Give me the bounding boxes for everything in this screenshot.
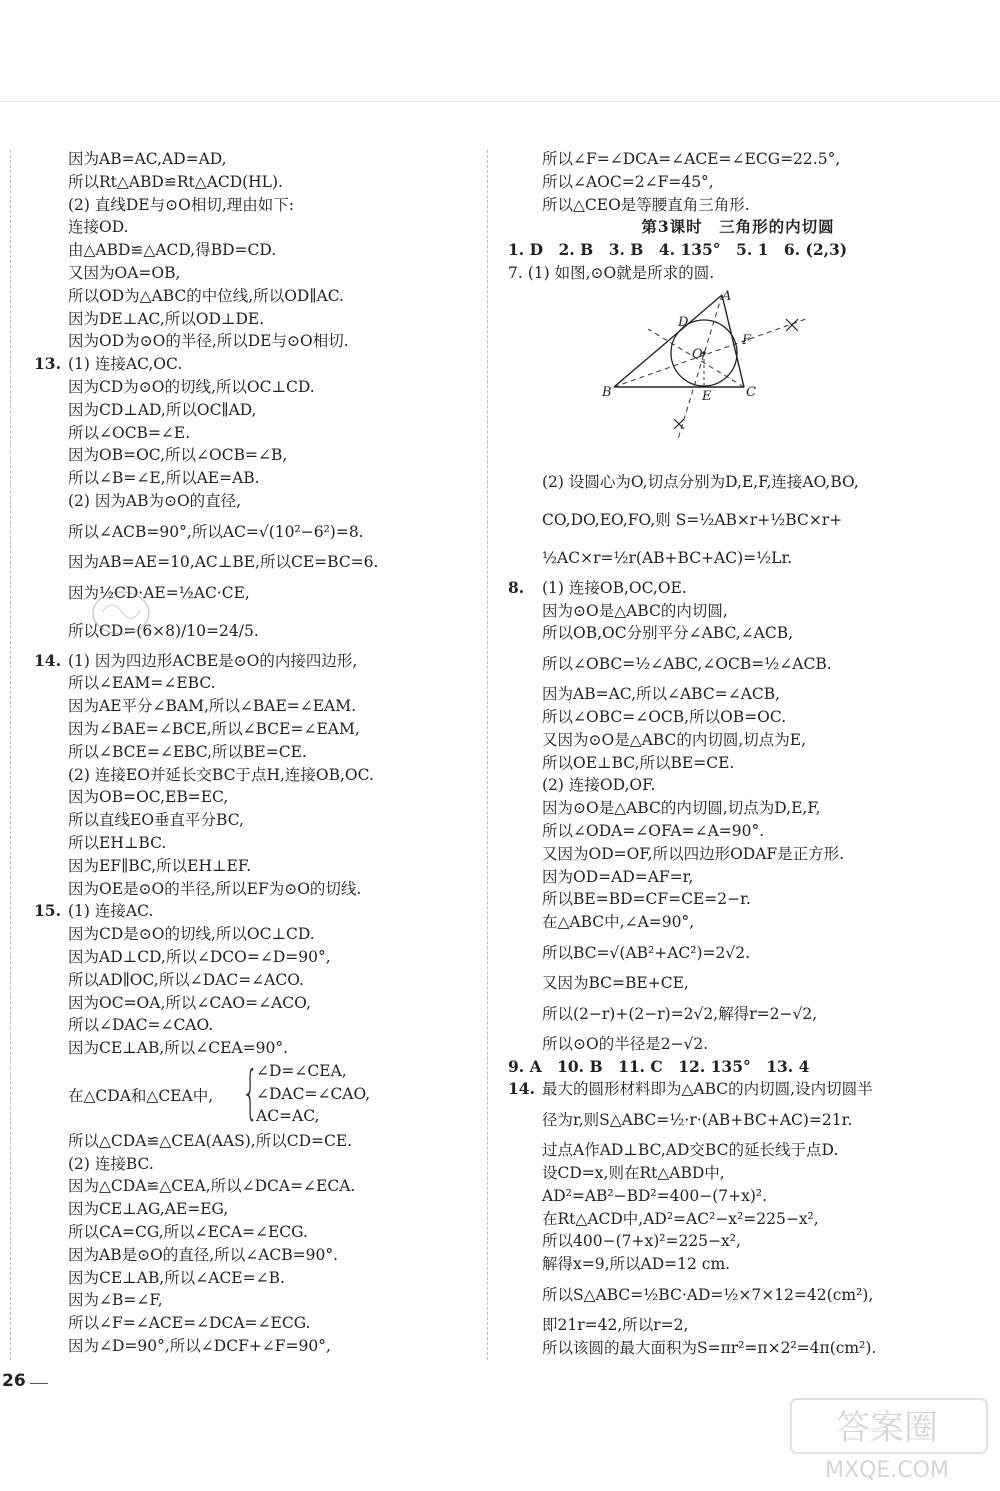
line-text: 所以(2−r)+(2−r)=2√2,解得r=2−√2, [542,1004,818,1023]
line-text: (1) 连接AC,OC. [68,355,183,374]
line-text: 所以AD∥OC,所以∠DAC=∠ACO. [68,970,304,989]
line-text: 因为∠BAE=∠BCE,所以∠BCE=∠EAM, [68,719,360,738]
text-line [508,729,978,752]
line-text: 所以∠BCE=∠EBC,所以BE=CE. [68,742,307,761]
brace-icon: { [242,1057,259,1126]
line-text: 所以400−(7+x)²=225−x², [542,1232,741,1251]
watermark-logo-icon [787,1395,992,1485]
line-text: 所以∠F=∠DCA=∠ACE=∠ECG=22.5°, [542,150,841,168]
text-line [34,422,479,445]
page-number: 26 [2,1371,26,1391]
text-line [34,444,479,467]
text-line [508,1033,978,1056]
line-text: (2) 连接OD,OF. [542,776,656,795]
line-text: 所以∠EAM=∠EBC. [68,674,216,693]
line-text: 又因为BC=BE+CE, [542,973,689,992]
brace-line: ∠DAC=∠CAO, [256,1084,371,1103]
line-text: 因为AD⊥CD,所以∠DCO=∠D=90°, [68,947,331,966]
svg-text:答案圈: 答案圈 [836,1408,938,1448]
text-line [508,911,978,934]
text-line [508,706,978,729]
line-text: 所以CD=(6×8)/10=24/5. [68,621,259,640]
text-line [508,934,978,972]
text-line [34,148,479,171]
text-line [508,148,978,171]
line-text: 因为CE⊥AG,AE=EG, [68,1200,229,1219]
line-text: 因为CD为⊙O的切线,所以OC⊥CD. [68,377,315,396]
text-line [508,1139,978,1162]
line-text: 在Rt△ACD中,AD²=AC²−x²=225−x², [542,1209,819,1228]
text-line [508,1230,978,1253]
text-line [508,1276,978,1314]
text-line [34,855,479,878]
text-line [34,1037,479,1060]
text-line [508,843,978,866]
line-text: CO,DO,EO,FO,则 S=½AB×r+½BC×r+ [542,510,843,529]
svg-text:MXQE.COM: MXQE.COM [825,1458,949,1483]
line-text: 所以OE⊥BC,所以BE=CE. [542,753,735,772]
text-line [34,764,479,787]
text-line [34,171,479,194]
text-line [508,645,978,683]
text-line [508,1185,978,1208]
line-text: 所以△CDA≌△CEA(AAS),所以CD=CE. [68,1131,353,1150]
line-text: 因为DE⊥AC,所以OD⊥DE. [68,309,265,328]
line-text: 又因为OA=OB, [68,263,181,282]
brace-lead-text: 在△CDA和△CEA中, [68,1086,214,1105]
label-d: D [678,314,689,330]
text-line [34,832,479,855]
line-text: 因为CE⊥AB,所以∠ACE=∠B. [68,1268,285,1287]
congruence-brace-block [34,1057,479,1130]
text-line [34,194,479,217]
text-line [34,262,479,285]
line-text: 因为AB=AC,AD=AD, [68,150,227,168]
text-line [34,1312,479,1335]
text-line [34,809,479,832]
line-text: 所以△CEO是等腰直角三角形. [542,195,750,214]
column-separator [487,150,488,1360]
line-text: (2) 直线DE与⊙O相切,理由如下: [68,195,294,214]
line-text: 因为½CD·AE=½AC·CE, [68,583,250,602]
text-line [508,171,978,194]
label-o: O [692,346,703,362]
answers-1-6: 1. D 2. B 3. B 4. 135° 5. 1 6. (2,3) [508,240,848,260]
text-line [508,1253,978,1276]
text-line [508,797,978,820]
line-text: (2) 连接EO并延长交BC于点H,连接OB,OC. [68,765,374,784]
line-text: 在△ABC中,∠A=90°, [542,913,695,932]
line-text: 所以∠F=∠ACE=∠DCA=∠ECG. [68,1314,311,1333]
text-line [508,539,978,577]
line-text: 又因为OD=OF,所以四边形ODAF是正方形. [542,844,845,863]
text-line [34,1267,479,1290]
text-line [34,1221,479,1244]
line-text: 因为AB是⊙O的直径,所以∠ACB=90°. [68,1245,339,1264]
text-line [34,1335,479,1358]
line-text: 因为OC=OA,所以∠CAO=∠ACO, [68,993,311,1012]
text-line [508,1162,978,1185]
text-line [34,551,479,574]
seal-stamp-icon [90,588,152,638]
line-text: 所以∠OBC=½∠ABC,∠OCB=½∠ACB. [542,655,832,674]
text-line [34,490,479,513]
line-text: 连接OD. [68,218,129,237]
text-line [34,467,479,490]
line-text: 所以∠OCB=∠E. [68,423,191,442]
line-text: 所以∠DAC=∠CAO. [68,1016,214,1035]
text-line [508,194,978,217]
text-line [508,501,978,539]
left-column [34,148,479,1358]
line-text: (1) 连接AC. [68,902,154,921]
line-text: 所以∠ACB=90°,所以AC=√(10²−6²)=8. [68,522,364,541]
line-text: 径为r,则S△ABC=½·r·(AB+BC+AC)=21r. [542,1111,853,1130]
line-text: 所以∠OBC=∠OCB,所以OB=OC. [542,707,787,726]
top-rule [0,101,1000,102]
question-number: 8. [508,577,525,597]
margin-line [10,150,11,1360]
line-text: (2) 因为AB为⊙O的直径, [68,491,242,510]
line-text: 所以OD为△ABC的中位线,所以OD∥AC. [68,286,344,305]
text-line [508,1208,978,1231]
line-text: 所以CA=CG,所以∠ECA=∠ECG. [68,1223,308,1242]
text-line [508,463,978,501]
text-line [34,741,479,764]
question-number: 15. [34,901,61,921]
question-number: 13. [34,354,61,374]
line-text: 9. A 10. B 11. C 12. 135° 13. 4 [508,1056,810,1076]
text-line [508,752,978,775]
text-line [508,600,978,623]
line-text: 所以Rt△ABD≌Rt△ACD(HL). [68,172,283,191]
line-text: 所以∠ODA=∠OFA=∠A=90°. [542,821,765,840]
text-line [34,399,479,422]
line-text: 设CD=x,则在Rt△ABD中, [542,1163,725,1182]
line-text: 因为OB=OC,所以∠OCB=∠B, [68,446,288,465]
line-text: 即21r=42,所以r=2, [542,1315,689,1334]
text-line [34,285,479,308]
line-text: 因为AB=AC,所以∠ABC=∠ACB, [542,685,781,704]
page-number-rule [30,1383,48,1384]
text-line [34,718,479,741]
text-line [34,695,479,718]
line-text: 因为OD=AD=AF=r, [542,867,694,886]
label-b: B [602,384,612,400]
line-text: 由△ABD≌△ACD,得BD=CD. [68,241,277,260]
text-line [508,774,978,797]
line-text: (1) 因为四边形ACBE是⊙O的内接四边形, [68,651,358,670]
line-text: AD²=AB²−BD²=400−(7+x)². [542,1186,768,1205]
text-line [508,866,978,889]
line-text: 所以直线EO垂直平分BC, [68,811,244,830]
text-line [508,995,978,1033]
line-text: 因为EF∥BC,所以EH⊥EF. [68,856,252,875]
line-text: 所以BC=√(AB²+AC²)=2√2. [542,943,751,962]
label-f: F [742,332,752,348]
label-c: C [746,384,756,400]
text-line [34,216,479,239]
brace-line: AC=AC, [256,1107,320,1126]
text-line [34,376,479,399]
text-line [34,969,479,992]
text-line [508,683,978,706]
incircle-figure [508,289,978,459]
line-text: 因为△CDA≌△CEA,所以∠DCA=∠ECA. [68,1177,356,1196]
text-line [34,786,479,809]
line-text: 所以OB,OC分别平分∠ABC,∠ACB, [542,624,794,643]
line-text: 所以⊙O的半径是2−√2. [542,1034,709,1053]
line-text: ½AC×r=½r(AB+BC+AC)=½Lr. [542,548,793,567]
line-text: 因为∠D=90°,所以∠DCF+∠F=90°, [68,1337,331,1356]
text-line [508,622,978,645]
text-line [34,1130,479,1153]
line-text: 所以S△ABC=½BC·AD=½×7×12=42(cm²), [542,1285,874,1304]
line-text: 最大的圆形材料即为△ABC的内切圆,设内切圆半 [542,1080,873,1099]
label-e: E [702,388,712,404]
text-line [34,900,479,923]
line-text: 因为OE是⊙O的半径,所以EF为⊙O的切线. [68,879,362,898]
text-line [508,1056,978,1079]
line-text: 因为AB=AE=10,AC⊥BE,所以CE=BC=6. [68,552,379,571]
line-text: 因为AE平分∠BAM,所以∠BAE=∠EAM. [68,697,357,716]
line-text: 又因为⊙O是△ABC的内切圆,切点为E, [542,730,807,749]
text-line [508,1314,978,1337]
line-text: 过点A作AD⊥BC,AD交BC的延长线于点D. [542,1141,839,1160]
text-line [508,888,978,911]
text-line [34,353,479,376]
text-line [508,1337,978,1360]
text-line [34,330,479,353]
text-line [34,1014,479,1037]
line-text: 所以该圆的最大面积为S=πr²=π×2²=4π(cm²). [542,1338,877,1357]
text-line [34,1198,479,1221]
section-title: 第3课时 三角形的内切圆 [641,217,835,237]
incircle-diagram [586,289,846,459]
text-line [34,650,479,673]
line-text: 因为∠B=∠F, [68,1291,163,1310]
text-line [34,878,479,901]
line-text: 所以EH⊥BC. [68,833,167,852]
line-text: 因为⊙O是△ABC的内切圆,切点为D,E,F, [542,799,821,818]
text-line [34,513,479,551]
text-line [508,972,978,995]
text-line [508,820,978,843]
text-line [34,1289,479,1312]
text-line [34,992,479,1015]
line-text: 因为CD⊥AD,所以OC∥AD, [68,400,257,419]
text-line [508,1078,978,1101]
text-line [34,239,479,262]
line-text: 所以BE=BD=CF=CE=2−r. [542,890,751,909]
line-text: 因为⊙O是△ABC的内切圆, [542,601,728,620]
brace-line: ∠D=∠CEA, [256,1061,347,1080]
text-line [508,577,978,600]
text-line [34,946,479,969]
line-text: 所以∠B=∠E,所以AE=AB. [68,469,260,488]
line-text: 因为CD是⊙O的切线,所以OC⊥CD. [68,925,315,944]
text-line [34,1175,479,1198]
text-line [34,1153,479,1176]
line-text: 因为OD为⊙O的半径,所以DE与⊙O相切. [68,332,349,351]
text-line [34,1244,479,1267]
line-text: 因为CE⊥AB,所以∠CEA=90°. [68,1039,289,1058]
text-line [34,672,479,695]
text-line [34,308,479,331]
label-a: A [722,288,732,304]
right-column [508,148,978,1360]
question-number: 14. [508,1079,535,1099]
line-text: 所以∠AOC=2∠F=45°, [542,172,714,191]
line-text: (2) 设圆心为O,切点分别为D,E,F,连接AO,BO, [542,472,859,491]
text-line [34,923,479,946]
text-line [508,1101,978,1139]
line-text: 因为OB=OC,EB=EC, [68,788,229,807]
q7-line: 7. (1) 如图,⊙O就是所求的圆. [508,263,715,282]
line-text: (2) 连接BC. [68,1154,154,1173]
line-text: 解得x=9,所以AD=12 cm. [542,1255,731,1274]
question-number: 14. [34,650,61,670]
line-text: (1) 连接OB,OC,OE. [542,578,687,597]
